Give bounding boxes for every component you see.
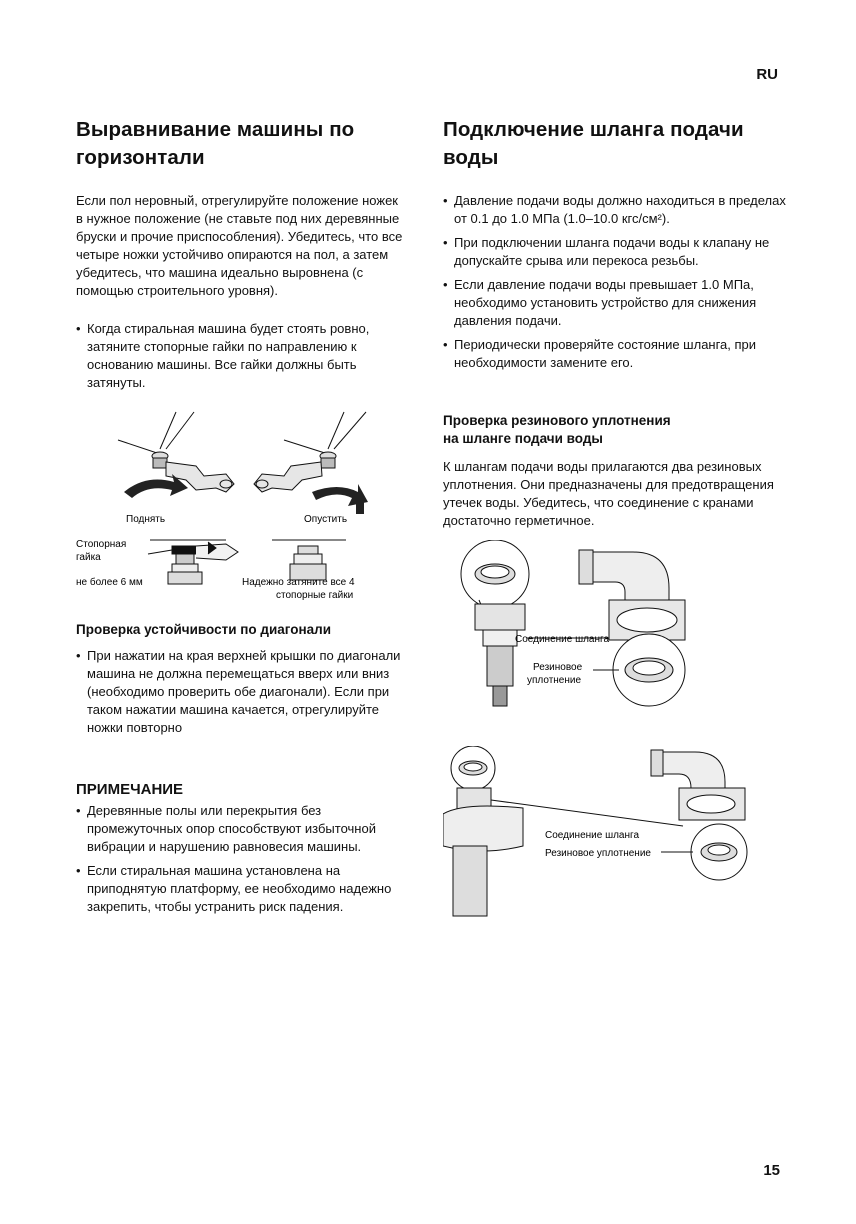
hose-bullet: • Если давление подачи воды превышает 1.0 МПа, необходимо установить устройство для снижения давления подачи.: [443, 276, 788, 330]
hose-connection-label: Соединение шланга: [515, 634, 610, 645]
locknut-label-2: гайка: [76, 552, 101, 563]
tighten-label-2: стопорные гайки: [276, 590, 354, 601]
page-number: 15: [763, 1162, 780, 1179]
hose-elbow: [583, 552, 669, 600]
hose-bullet: • Периодически проверяйте состояние шланга, при необходимости замените его.: [443, 336, 788, 372]
locknut-drawing: [148, 540, 238, 584]
lower-arrow-base: [356, 498, 364, 514]
valve-body: [443, 806, 523, 851]
leveling-title: Выравнивание машины по горизонтали: [76, 118, 355, 169]
note-bullet: • Деревянные полы или перекрытия без промежуточных опор способствуют избыточной вибрации и нарушению равновесия машины.: [76, 802, 406, 856]
lower-foot-drawing: [254, 412, 366, 492]
seal-title-2: на шланге подачи воды: [443, 431, 603, 446]
lower-label: Опустить: [304, 514, 348, 525]
hose-title: Подключение шланга подачи воды: [443, 118, 744, 169]
leveling-bullet: • Когда стиральная машина будет стоять ровно, затяните стопорные гайки по направлению к основанию машины. Все гайки должны быть затянуты.: [76, 320, 406, 392]
hose-bullets: [443, 192, 788, 372]
hose-connection-figure-1: [443, 540, 788, 710]
tap-pipe: [487, 646, 513, 686]
hose-connection-figure-2: [443, 746, 788, 918]
hose-bullet: • При подключении шланга подачи воды к клапану не допускайте срыва или перекоса резьбы.: [443, 234, 788, 270]
max-label: не более 6 мм: [76, 577, 143, 588]
right-column: [443, 116, 788, 918]
leveling-figure: [76, 404, 406, 619]
language-code: RU: [756, 66, 778, 83]
hose-elbow-2: [655, 752, 725, 788]
leveling-intro: Если пол неровный, отрегулируйте положение ножек в нужное положение (не ставьте под них деревянные бруски и прочие приспособления). Убедитесь, что все четыре ножки устойчиво опираются на пол, а затем убедитесь, что машина идеально выровнена (с помощью строительного уровня).: [76, 193, 403, 298]
seal-label-3: Резиновое уплотнение: [545, 848, 651, 859]
note-title: ПРИМЕЧАНИЕ: [76, 781, 184, 798]
hose-connection-label-2: Соединение шланга: [545, 830, 640, 841]
hose-bullet: • Давление подачи воды должно находиться в пределах от 0.1 до 1.0 МПа (1.0–10.0 кгс/см²).: [443, 192, 788, 228]
seal-label-2: уплотнение: [527, 675, 582, 686]
note-bullets: [76, 802, 406, 916]
leveling-bullets: [76, 320, 406, 392]
diagonal-bullets: [76, 647, 406, 737]
seal-text: К шлангам подачи воды прилагаются два резиновых уплотнения. Они предназначены для предотвращения утечек воды. Убедитесь, что соединение с кранами достаточно герметичное.: [443, 459, 774, 528]
diagonal-title: Проверка устойчивости по диагонали: [76, 622, 331, 637]
tap-fitting: [475, 604, 525, 630]
note-bullet: • Если стиральная машина установлена на приподнятую платформу, ее необходимо надежно закрепить, чтобы устранить риск падения.: [76, 862, 406, 916]
locknut-label-1: Стопорная: [76, 539, 127, 550]
left-column: [76, 116, 406, 922]
seal-label-1: Резиновое: [533, 662, 583, 673]
tightened-foot-drawing: [272, 540, 346, 580]
raise-label: Поднять: [126, 514, 166, 525]
seal-title-1: Проверка резинового уплотнения: [443, 413, 671, 428]
tighten-label-1: Надежно затяните все 4: [242, 577, 355, 588]
diagonal-bullet: • При нажатии на края верхней крышки по диагонали машина не должна перемещаться вверх или вниз (необходимо проверить обе диагонали). Если при таком нажатии машина качается, отрегулируйте ножки повторно: [76, 647, 406, 737]
